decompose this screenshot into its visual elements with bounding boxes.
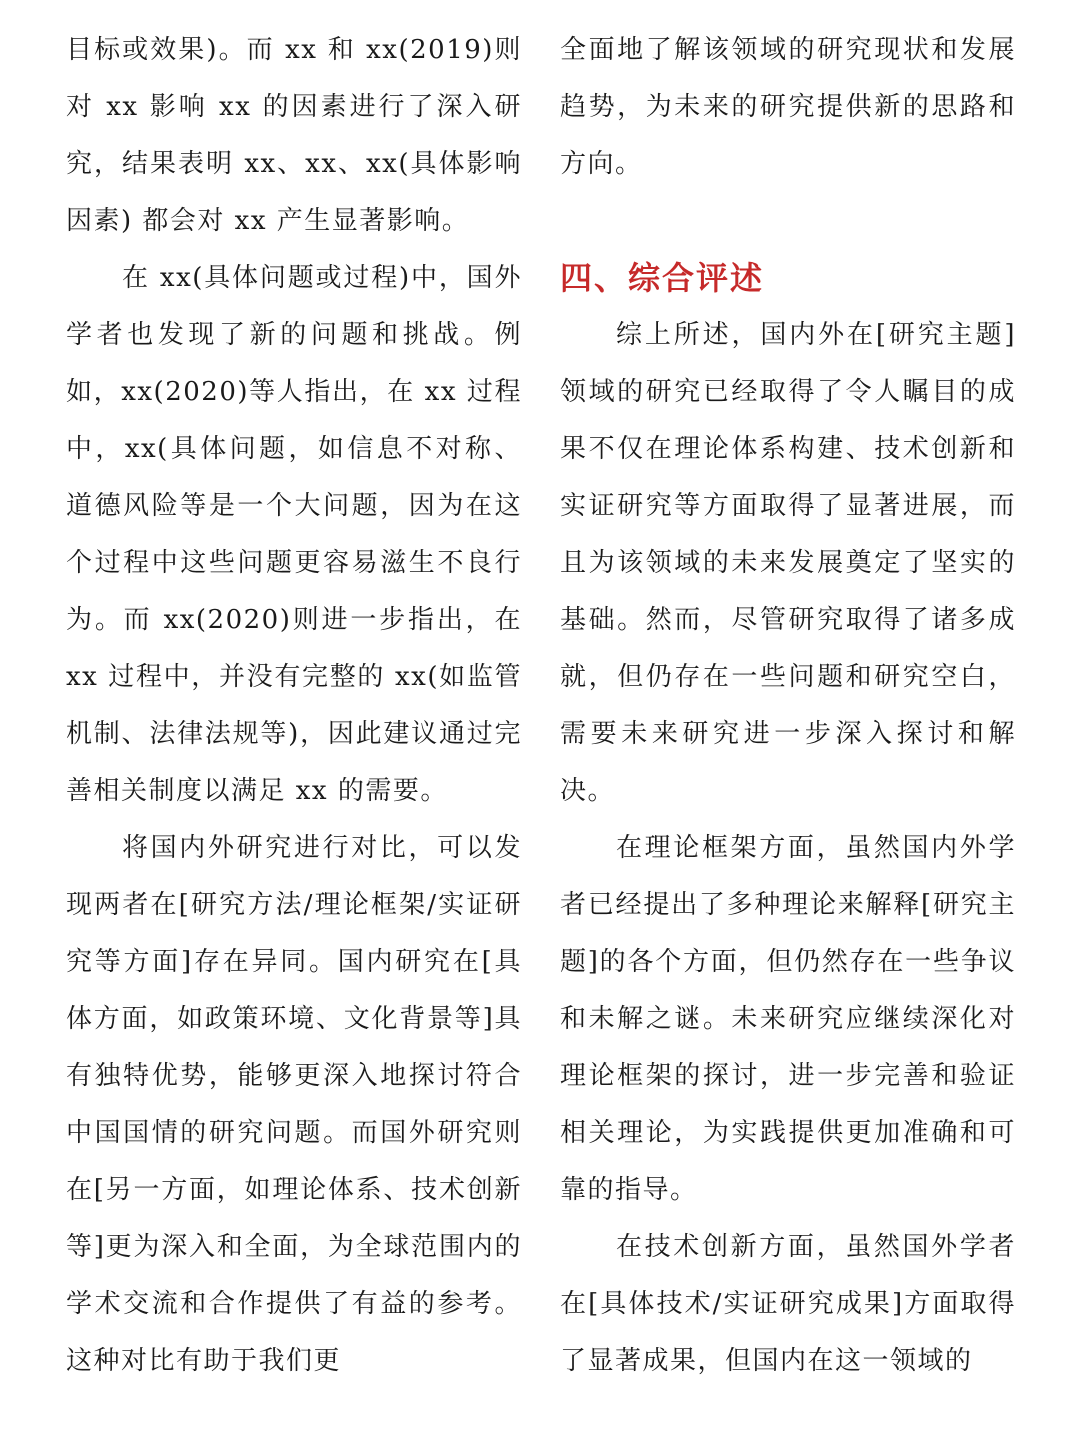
paragraph-theory-framework: 在理论框架方面，虽然国内外学者已经提出了多种理论来解释[研究主题]的各个方面，但仍然存在一些争议和未解之谜。未来研究应继续深化对理论框架的探讨，进一步完善和验证相关理论，为实践提供更加准确和可靠的指导。 [560,833,1016,1205]
paragraph-foreign-challenges: 在 xx(具体问题或过程)中，国外学者也发现了新的问题和挑战。例如，xx(2020)等人指出，在 xx 过程中，xx(具体问题，如信息不对称、道德风险等是一个大问题，因为在这个过程中这些问题更容易滋生不良行为。而 xx(2020)则进一步指出，在 xx 过程中，并没有完整的 xx(如监管机制、法律法规等)，因此建议通过完善相关制度以满足 xx 的需要。 [66,263,522,806]
paragraph-continuation-left: 目标或效果)。而 xx 和 xx(2019)则对 xx 影响 xx 的因素进行了深入研究，结果表明 xx、xx、xx(具体影响因素) 都会对 xx 产生显著影响。 [66,35,522,236]
paragraph-tech-innovation: 在技术创新方面，虽然国外学者在[具体技术/实证研究成果]方面取得了显著成果，但国内在这一领域的 [560,1232,1016,1376]
paragraph-summary: 综上所述，国内外在[研究主题]领域的研究已经取得了令人瞩目的成果不仅在理论体系构建、技术创新和实证研究等方面取得了显著进展，而且为该领域的未来发展奠定了坚实的基础。然而，尽管研究取得了诸多成就，但仍存在一些问题和研究空白，需要未来研究进一步深入探讨和解决。 [560,320,1016,806]
paragraph-comparison: 将国内外研究进行对比，可以发现两者在[研究方法/理论框架/实证研究等方面]存在异同。国内研究在[具体方面，如政策环境、文化背景等]具有独特优势，能够更深入地探讨符合中国国情的研究问题。而国外研究则在[另一方面，如理论体系、技术创新等]更为深入和全面，为全球范围内的学术交流和合作提供了有益的参考。这种对比有助于我们更 [66,833,522,1376]
paragraph-continuation-right: 全面地了解该领域的研究现状和发展趋势，为未来的研究提供新的思路和方向。 [560,35,1016,179]
section-heading: 四、综合评述 [560,259,765,297]
right-column [560,22,1016,1390]
left-column [66,22,522,1390]
